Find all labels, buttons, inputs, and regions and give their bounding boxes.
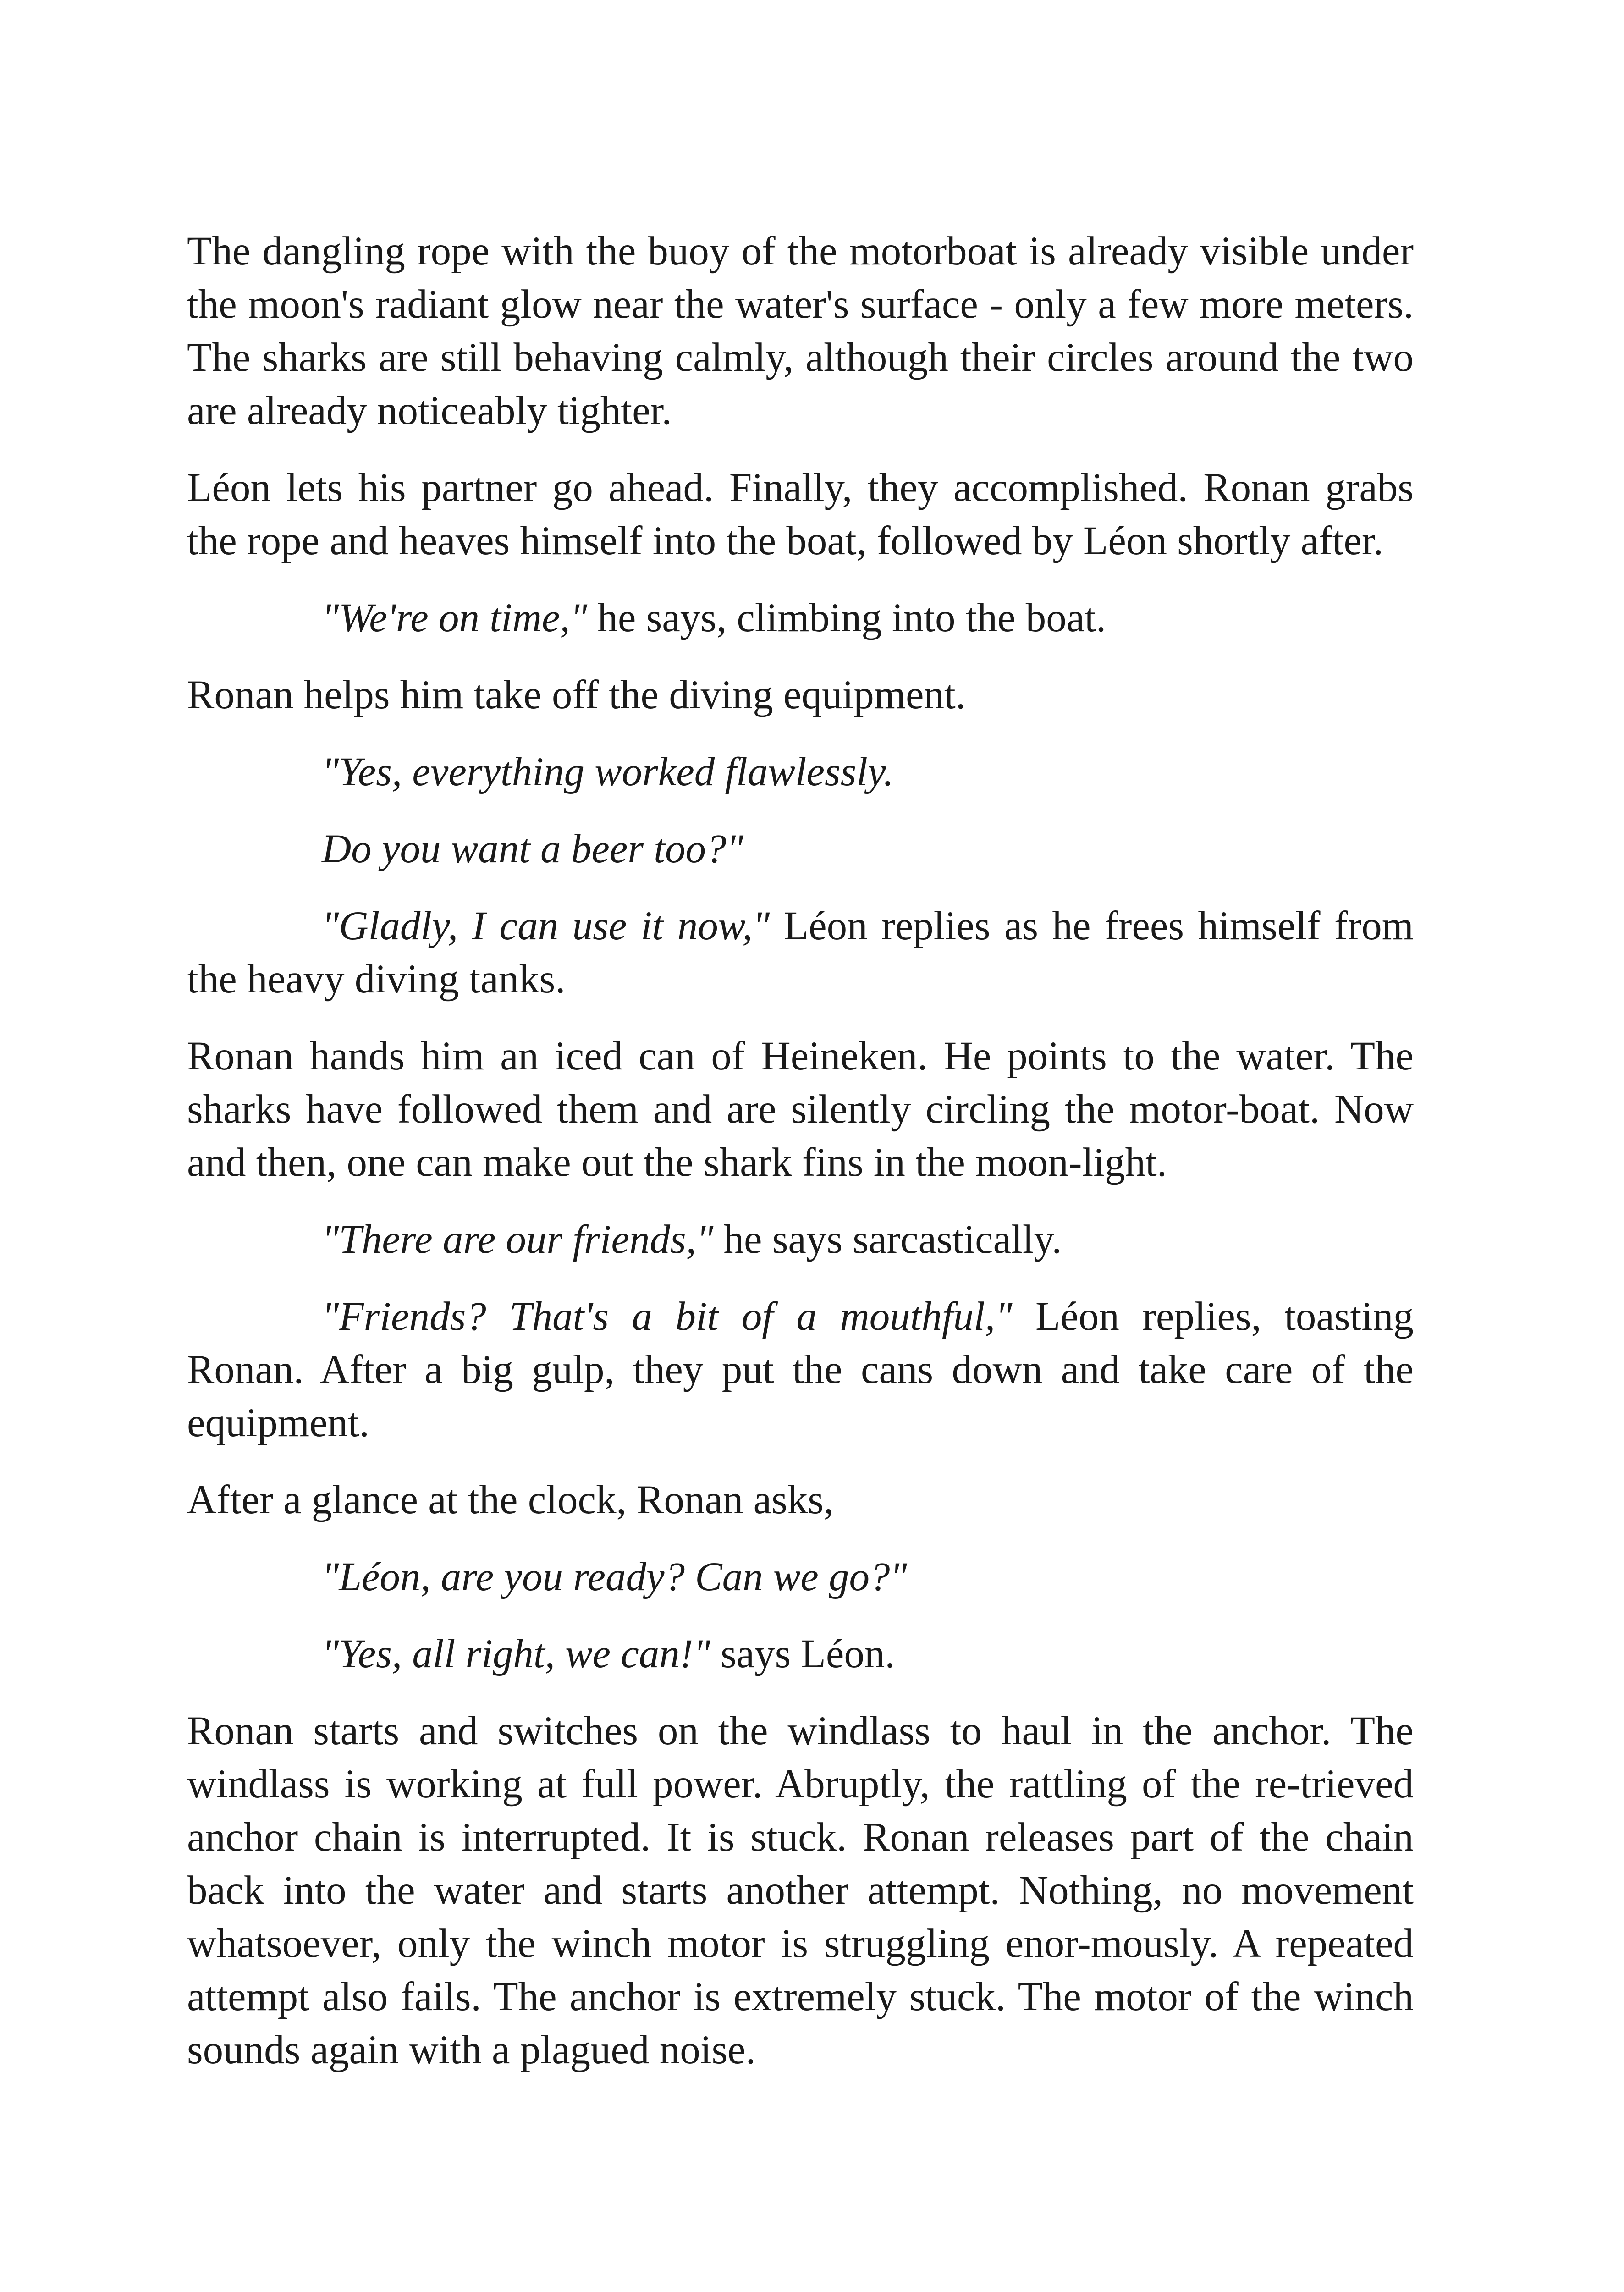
paragraph-8 xyxy=(187,1030,1414,1189)
dialogue: "There are our friends," xyxy=(322,1217,714,1262)
dialogue: "Yes, all right, we can!" xyxy=(322,1631,710,1676)
narration: Léon replies, toasting Ronan. After a big gulp, they put the cans down and take care of the equipment. xyxy=(187,1294,1414,1445)
paragraph-3 xyxy=(187,591,1414,645)
paragraph-4 xyxy=(187,668,1414,722)
paragraph-5 xyxy=(187,745,1414,799)
dialogue: "Friends? That's a bit of a mouthful," xyxy=(322,1294,1013,1339)
paragraph-1 xyxy=(187,225,1414,437)
paragraph-14 xyxy=(187,1704,1414,2077)
narration: says Léon. xyxy=(710,1631,895,1676)
narration: Léon lets his partner go ahead. Finally, they accomplished. Ronan grabs the rope and heaves himself into the boat, followed by Léon shortly after. xyxy=(187,465,1414,563)
dialogue: "Léon, are you ready? Can we go?" xyxy=(322,1554,907,1599)
paragraph-12 xyxy=(187,1550,1414,1603)
paragraph-13 xyxy=(187,1627,1414,1680)
narration: he says sarcastically. xyxy=(713,1217,1062,1262)
narration: Léon replies as he frees himself from the heavy diving tanks. xyxy=(187,904,1414,1002)
paragraph-7 xyxy=(187,899,1414,1006)
paragraph-6 xyxy=(187,822,1414,876)
dialogue: "We're on time," xyxy=(322,595,588,640)
body-text xyxy=(187,225,1414,2100)
dialogue: "Yes, everything worked flawlessly. xyxy=(322,749,894,794)
dialogue: Do you want a beer too?" xyxy=(322,826,743,871)
dialogue: "Gladly, I can use it now," xyxy=(322,904,770,948)
narration: After a glance at the clock, Ronan asks, xyxy=(187,1477,834,1522)
paragraph-2 xyxy=(187,461,1414,567)
narration: The dangling rope with the buoy of the motorboat is already visible under the moon's radiant glow near the water's surface - only a few more meters. The sharks are still behaving calmly, although their circles around the two are already noticeably tighter. xyxy=(187,229,1414,433)
narration: he says, climbing into the boat. xyxy=(587,595,1107,640)
narration: Ronan helps him take off the diving equipment. xyxy=(187,672,966,717)
paragraph-9 xyxy=(187,1213,1414,1266)
paragraph-10 xyxy=(187,1290,1414,1449)
narration: Ronan starts and switches on the windlass to haul in the anchor. The windlass is working at full power. Abruptly, the rattling of the re-trieved anchor chain is interrupted. It is stuck. Ronan releases part of the chain back into the water and starts another attempt. Nothing, no movement whatsoever, only the winch motor is struggling enor-mously. A repeated attempt also fails. The anchor is extremely stuck. The motor of the winch sounds again with a plagued noise. xyxy=(187,1708,1414,2072)
paragraph-11 xyxy=(187,1473,1414,1526)
narration: Ronan hands him an iced can of Heineken. He points to the water. The sharks have followed them and are silently circling the motor-boat. Now and then, one can make out the shark fins in the moon-light. xyxy=(187,1034,1414,1185)
